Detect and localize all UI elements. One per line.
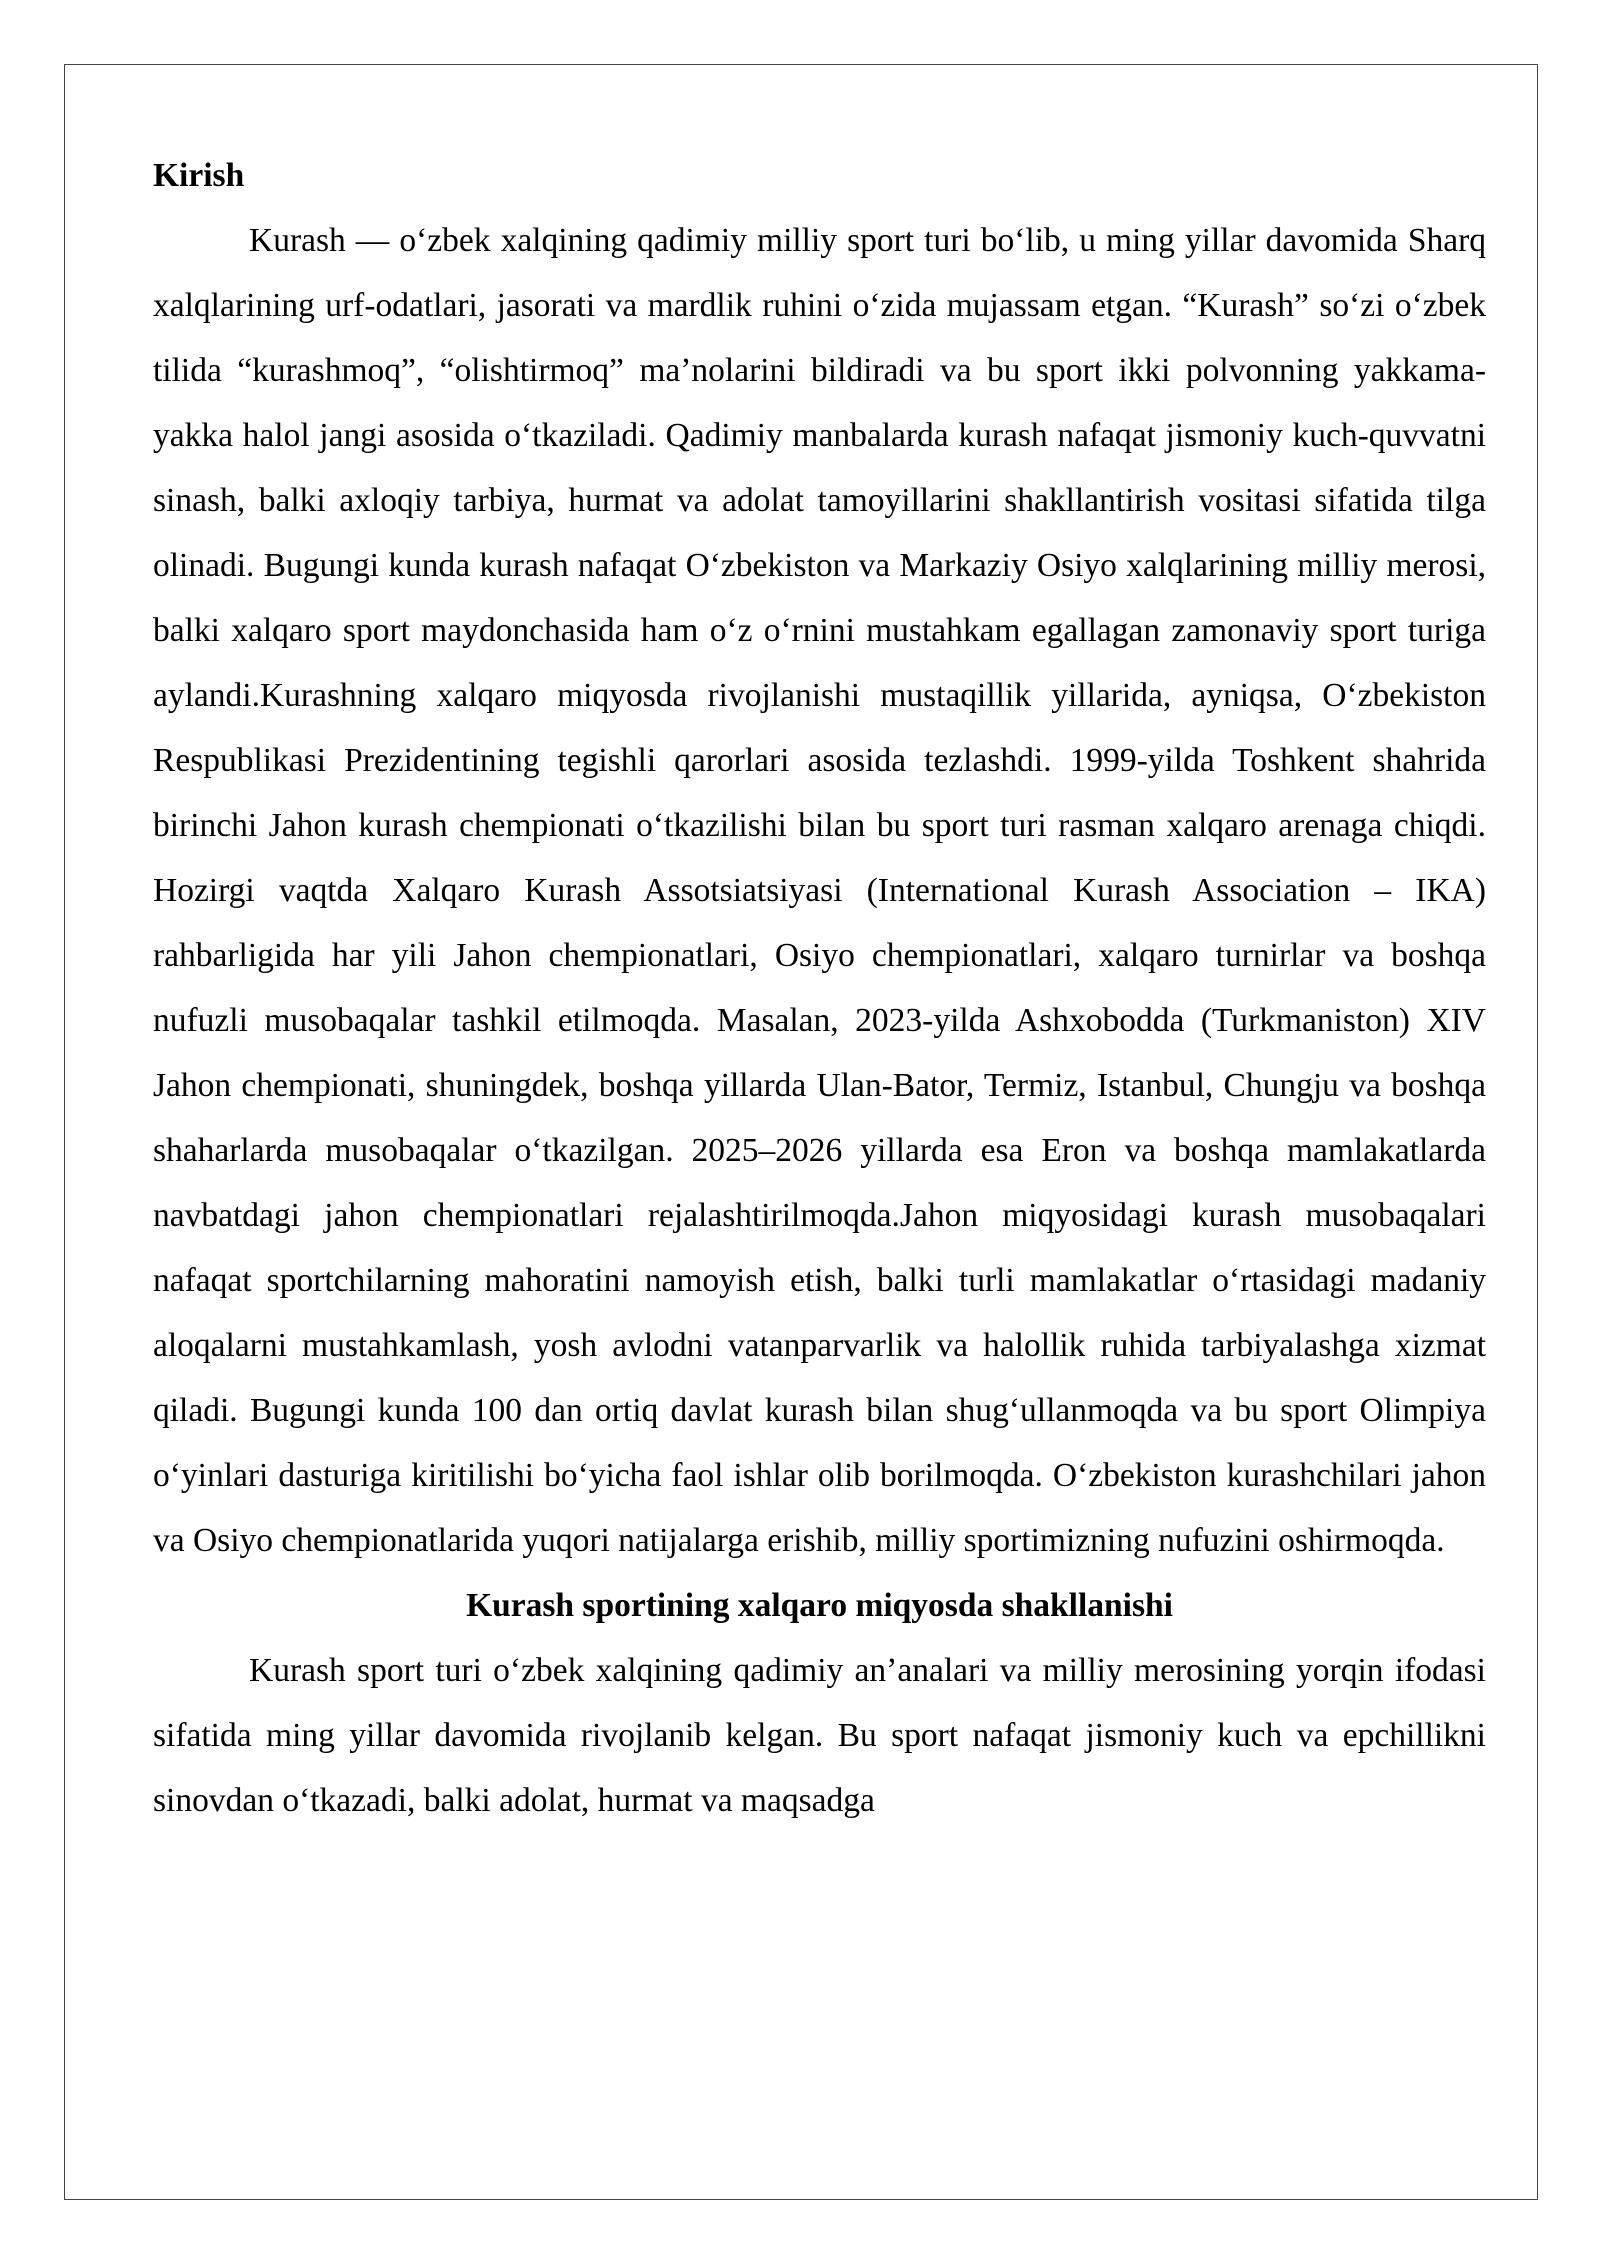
document-body (153, 143, 1486, 1833)
intro-paragraph: Kurash — oʻzbek xalqining qadimiy milliy sport turi boʻlib, u ming yillar davomida Sharq xalqlarining urf-odatlari, jasorati va mardlik ruhini oʻzida mujassam etgan. “Kurash” soʻzi oʻzbek tilida “kurashmoq”, “olishtirmoq” maʼnolarini bildiradi va bu sport ikki polvonning yakkama-yakka halol jangi asosida oʻtkaziladi. Qadimiy manbalarda kurash nafaqat jismoniy kuch-quvvatni sinash, balki axloqiy tarbiya, hurmat va adolat tamoyillarini shakllantirish vositasi sifatida tilga olinadi. Bugungi kunda kurash nafaqat Oʻzbekiston va Markaziy Osiyo xalqlarining milliy merosi, balki xalqaro sport maydonchasida ham oʻz oʻrnini mustahkam egallagan zamonaviy sport turiga aylandi.Kurashning xalqaro miqyosda rivojlanishi mustaqillik yillarida, ayniqsa, Oʻzbekiston Respublikasi Prezidentining tegishli qarorlari asosida tezlashdi. 1999-yilda Toshkent shahrida birinchi Jahon kurash chempionati oʻtkazilishi bilan bu sport turi rasman xalqaro arenaga chiqdi. Hozirgi vaqtda Xalqaro Kurash Assotsiatsiyasi (International Kurash Association – IKA) rahbarligida har yili Jahon chempionatlari, Osiyo chempionatlari, xalqaro turnirlar va boshqa nufuzli musobaqalar tashkil etilmoqda. Masalan, 2023-yilda Ashxobodda (Turkmaniston) XIV Jahon chempionati, shuningdek, boshqa yillarda Ulan-Bator, Termiz, Istanbul, Chungju va boshqa shaharlarda musobaqalar oʻtkazilgan. 2025–2026 yillarda esa Eron va boshqa mamlakatlarda navbatdagi jahon chempionatlari rejalashtirilmoqda.Jahon miqyosidagi kurash musobaqalari nafaqat sportchilarning mahoratini namoyish etish, balki turli mamlakatlar oʻrtasidagi madaniy aloqalarni mustahkamlash, yosh avlodni vatanparvarlik va halollik ruhida tarbiyalashga xizmat qiladi. Bugungi kunda 100 dan ortiq davlat kurash bilan shugʻullanmoqda va bu sport Olimpiya oʻyinlari dasturiga kiritilishi boʻyicha faol ishlar olib borilmoqda. Oʻzbekiston kurashchilari jahon va Osiyo chempionatlarida yuqori natijalarga erishib, milliy sportimizning nufuzini oshirmoqda. (153, 222, 1486, 1559)
section-heading: Kurash sportining xalqaro miqyosda shakllanishi (466, 1587, 1173, 1624)
intro-heading: Kirish (153, 157, 245, 194)
section-paragraph: Kurash sport turi oʻzbek xalqining qadimiy anʼanalari va milliy merosining yorqin ifodasi sifatida ming yillar davomida rivojlanib kelgan. Bu sport nafaqat jismoniy kuch va epchillikni sinovdan oʻtkazadi, balki adolat, hurmat va maqsadga (153, 1652, 1486, 1819)
